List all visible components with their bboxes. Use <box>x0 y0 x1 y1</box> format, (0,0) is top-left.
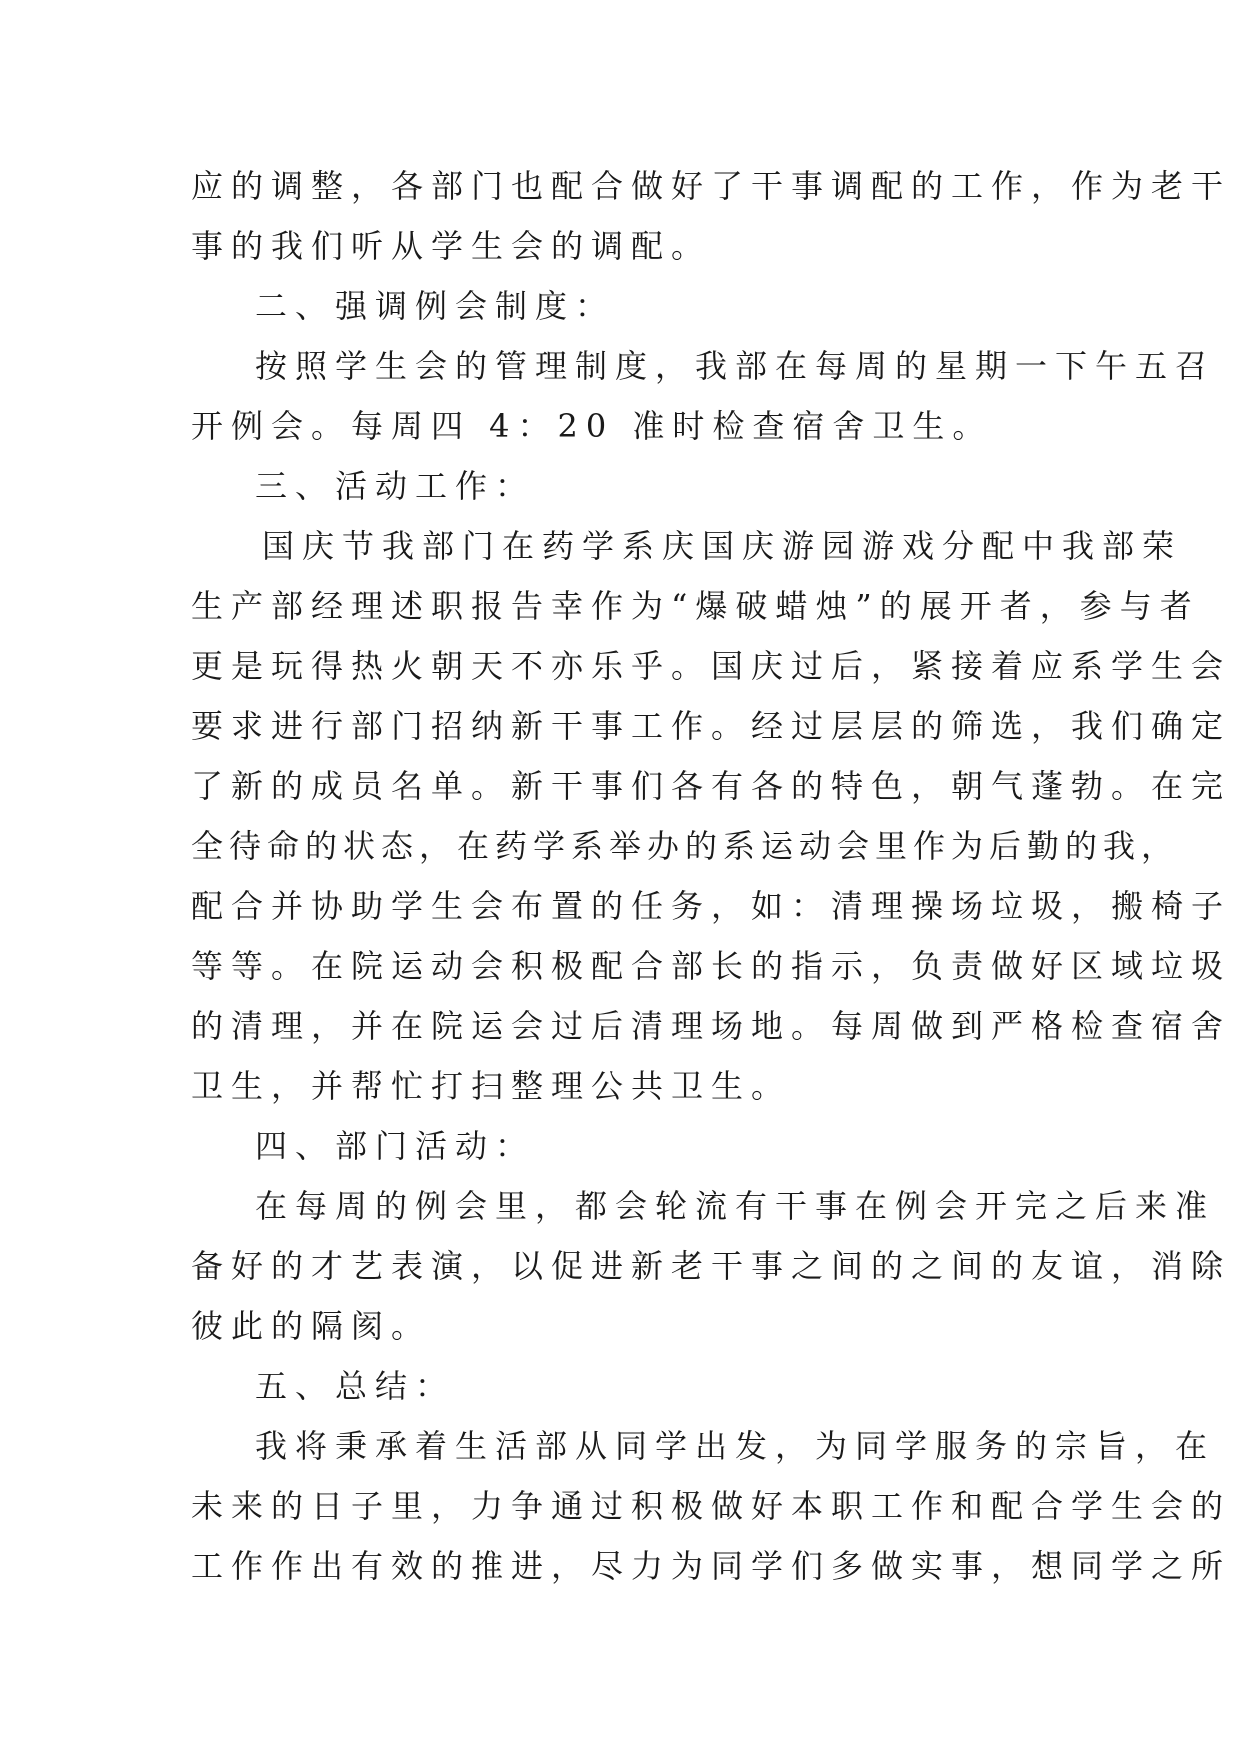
body-text-line: 我将秉承着生活部从同学出发，为同学服务的宗旨，在 <box>255 1427 1216 1465</box>
body-text-line: 等等。在院运动会积极配合部长的指示，负责做好区域垃圾 <box>191 947 1232 985</box>
body-text-line: 的清理，并在院运会过后清理场地。每周做到严格检查宿舍 <box>191 1007 1232 1045</box>
body-text-line: 生产部经理述职报告幸作为“爆破蜡烛”的展开者，参与者 <box>191 587 1200 625</box>
body-text-line: 了新的成员名单。新干事们各有各的特色，朝气蓬勃。在完 <box>191 767 1232 805</box>
body-text-line: 按照学生会的管理制度，我部在每周的星期一下午五召 <box>255 347 1216 385</box>
body-text-line: 工作作出有效的推进，尽力为同学们多做实事，想同学之所 <box>191 1547 1232 1585</box>
section-heading: 五、总结： <box>255 1367 456 1405</box>
body-text-line: 应的调整，各部门也配合做好了干事调配的工作，作为老干 <box>191 167 1232 205</box>
section-heading: 三、活动工作： <box>255 467 536 505</box>
body-text-line: 在每周的例会里，都会轮流有干事在例会开完之后来准 <box>255 1187 1216 1225</box>
body-text-line: 未来的日子里，力争通过积极做好本职工作和配合学生会的 <box>191 1487 1232 1525</box>
body-text-line: 全待命的状态，在药学系举办的系运动会里作为后勤的我， <box>191 827 1180 865</box>
body-text-line: 国庆节我部门在药学系庆国庆游园游戏分配中我部荣 <box>262 527 1183 565</box>
section-heading: 四、部门活动： <box>255 1127 536 1165</box>
body-text-line: 更是玩得热火朝天不亦乐乎。国庆过后，紧接着应系学生会 <box>191 647 1232 685</box>
body-text-line: 配合并协助学生会布置的任务，如：清理操场垃圾，搬椅子 <box>191 887 1232 925</box>
body-text-line: 卫生，并帮忙打扫整理公共卫生。 <box>191 1067 792 1105</box>
body-text-line: 要求进行部门招纳新干事工作。经过层层的筛选，我们确定 <box>191 707 1232 745</box>
body-text-line: 备好的才艺表演，以促进新老干事之间的之间的友谊，消除 <box>191 1247 1232 1285</box>
section-heading: 二、强调例会制度： <box>255 287 616 325</box>
body-text-line: 开例会。每周四 4：20 准时检查宿舍卫生。 <box>191 407 993 445</box>
body-text-line: 事的我们听从学生会的调配。 <box>191 227 712 265</box>
body-text-line: 彼此的隔阂。 <box>191 1307 432 1345</box>
